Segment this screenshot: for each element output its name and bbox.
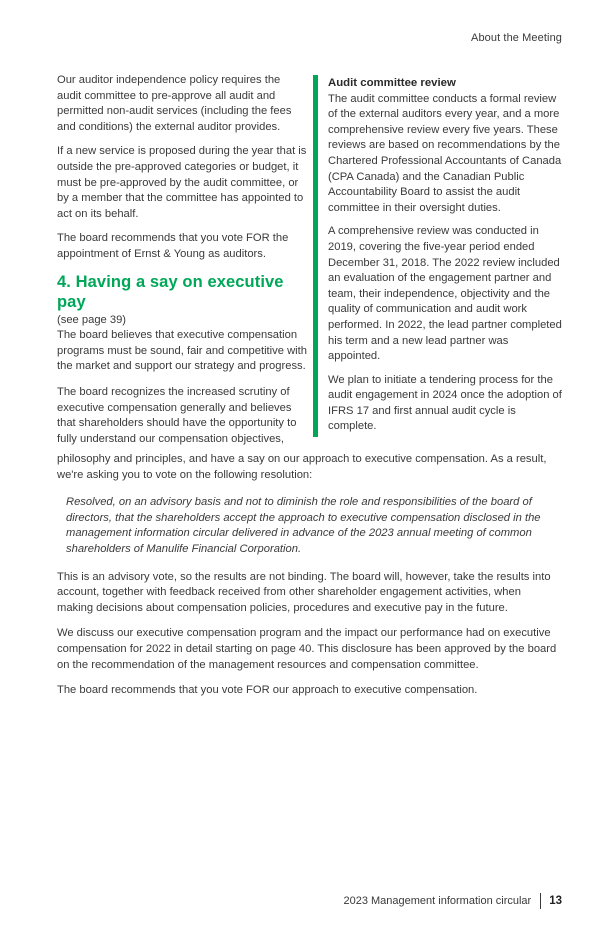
running-header: About the Meeting — [471, 32, 562, 44]
page-number: 13 — [549, 895, 562, 907]
main-body — [57, 452, 557, 709]
page-footer — [343, 893, 562, 909]
discussion-paragraph: We discuss our executive compensation program and the impact our performance had on executive compensation for 2022 in detail starting on page 40. This disclosure has been approved by the board on the recommendation of the management resources and compensation committee. — [57, 627, 557, 671]
callout-paragraph: A comprehensive review was conducted in 2019, covering the five-year period ended December 31, 2018. The 2022 review included an evaluation of the engagement partner and team, their independence, objectivity and the quality of communication and audit work performed. In 2022, the lead partner completed his term and a new lead partner was appointed. — [328, 225, 562, 363]
pay-recommendation-paragraph: The board recommends that you vote FOR our approach to executive compensation. — [57, 684, 478, 697]
audit-committee-review-callout — [313, 75, 563, 437]
callout-title: Audit committee review — [328, 77, 456, 89]
advisory-vote-paragraph: This is an advisory vote, so the results are not binding. The board will, however, take the results into account, together with feedback received from other shareholder engagement activities, when making decisions about compensation policies, procedures and executive pay in the future. — [57, 570, 551, 614]
footer-document-title: 2023 Management information circular — [343, 895, 532, 907]
callout-paragraph: The audit committee conducts a formal review of the external auditors every year, and a more comprehensive review every five years. These reviews are based on recommendations by the Chartered Professional Accountants of Canada (CPA Canada) and the Canadian Public Accountability Board to assist the audit committee in their oversight duties. — [328, 92, 562, 214]
auditor-independence-paragraph: Our auditor independence policy requires the audit committee to pre-approve all audit and permitted non-audit services (including the fees and conditions) the external auditor provides. — [57, 74, 292, 133]
executive-pay-intro: The board believes that executive compensation programs must be sound, fair and competitive with the market and support our strategy and progress. — [57, 329, 307, 373]
scrutiny-paragraph-end: philosophy and principles, and have a say on our approach to executive compensation. As a result, we're asking you to vote on the following resolution: — [57, 453, 547, 481]
auditor-recommendation-paragraph: The board recommends that you vote FOR the appointment of Ernst & Young as auditors. — [57, 232, 289, 260]
resolution-text: Resolved, on an advisory basis and not to diminish the role and responsibilities of the board of directors, that the shareholders accept the approach to executive compensation disclosed in the management information circular delivered in advance of the 2023 annual meeting of common shareholders of Manulife Financial Corporation. — [66, 496, 541, 555]
callout-paragraph: We plan to initiate a tendering process for the audit engagement in 2024 once the adoption of IFRS 17 and first annual audit cycle is complete. — [328, 373, 562, 433]
footer-divider — [540, 893, 541, 909]
left-column — [57, 73, 307, 447]
section-heading: 4. Having a say on executive pay — [57, 272, 284, 311]
scrutiny-paragraph-start: The board recognizes the increased scrutiny of executive compensation generally and believes that shareholders should have the opportunity to fully understand our compensation objectives, — [57, 385, 297, 445]
new-service-paragraph: If a new service is proposed during the year that is outside the pre-approved categories or budget, it must be pre-approved by the audit committee, or by a member that the committee has appointed to act on its behalf. — [57, 145, 307, 220]
see-page-reference: (see page 39) — [57, 313, 127, 326]
